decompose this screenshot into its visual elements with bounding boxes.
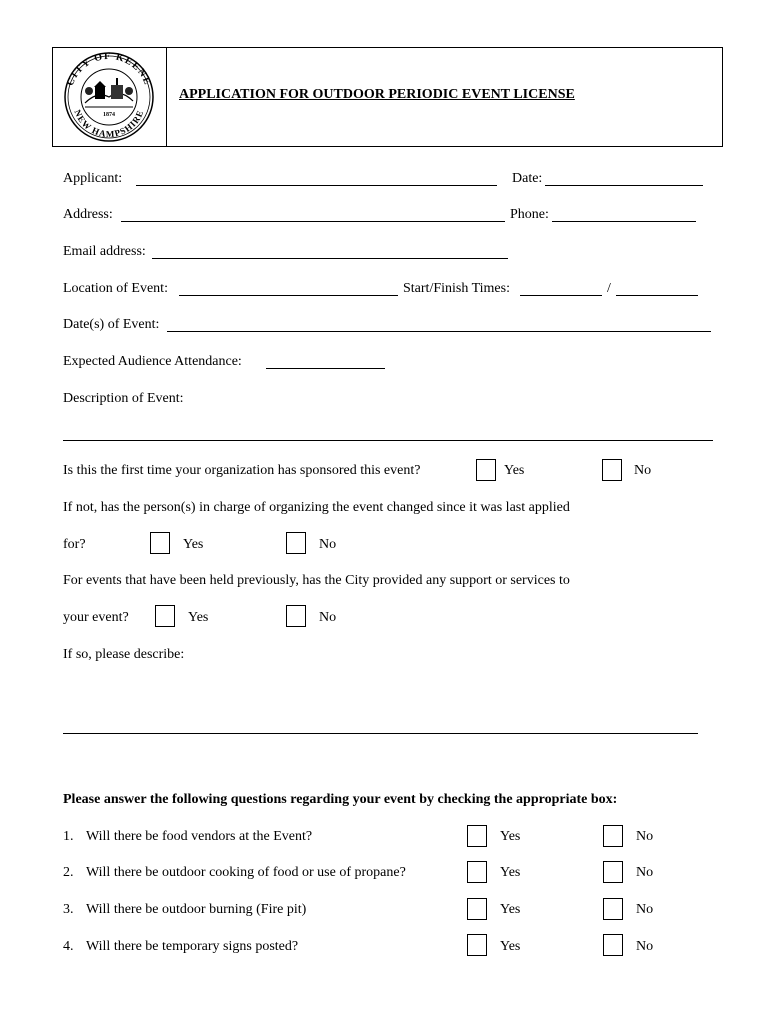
- date-label: Date:: [512, 171, 543, 186]
- checklist-item-text: Will there be temporary signs posted?: [86, 939, 299, 954]
- checklist-no-label: No: [636, 829, 654, 844]
- if-so-label: If so, please describe:: [63, 647, 185, 662]
- checklist-yes-label: Yes: [500, 939, 521, 954]
- checklist-heading: Please answer the following questions regarding your event by checking the appropriate box:: [63, 792, 618, 807]
- description-field[interactable]: [63, 440, 713, 441]
- phone-label: Phone:: [510, 207, 549, 222]
- support-no-label: No: [319, 610, 337, 625]
- changed-no-label: No: [319, 537, 337, 552]
- outdoor-burning-no-checkbox[interactable]: [603, 898, 623, 920]
- changed-no-checkbox[interactable]: [286, 532, 306, 554]
- temporary-signs-yes-checkbox[interactable]: [467, 934, 487, 956]
- checklist-item-text: Will there be outdoor cooking of food or use of propane?: [86, 865, 406, 880]
- checklist-item-text: Will there be outdoor burning (Fire pit): [86, 902, 307, 917]
- first-time-yes-label: Yes: [504, 463, 525, 478]
- checklist-item-number: 2.: [63, 865, 74, 880]
- date-field[interactable]: [545, 185, 703, 186]
- changed-question-line1: If not, has the person(s) in charge of organizing the event changed since it was last applied: [63, 500, 570, 515]
- times-separator: /: [607, 281, 611, 296]
- checklist-item-text: Will there be food vendors at the Event?: [86, 829, 313, 844]
- checklist-item-number: 1.: [63, 829, 74, 844]
- outdoor-burning-yes-checkbox[interactable]: [467, 898, 487, 920]
- checklist-item-number: 4.: [63, 939, 74, 954]
- checklist-no-label: No: [636, 939, 654, 954]
- food-vendors-no-checkbox[interactable]: [603, 825, 623, 847]
- food-vendors-yes-checkbox[interactable]: [467, 825, 487, 847]
- address-field[interactable]: [121, 221, 505, 222]
- first-time-no-label: No: [634, 463, 652, 478]
- checklist-yes-label: Yes: [500, 865, 521, 880]
- seal-top-text: CITY OF KEENE: [64, 51, 154, 88]
- changed-yes-checkbox[interactable]: [150, 532, 170, 554]
- finish-time-field[interactable]: [616, 295, 698, 296]
- dates-label: Date(s) of Event:: [63, 317, 160, 332]
- email-label: Email address:: [63, 244, 146, 259]
- outdoor-cooking-yes-checkbox[interactable]: [467, 861, 487, 883]
- support-yes-label: Yes: [188, 610, 209, 625]
- location-field[interactable]: [179, 295, 398, 296]
- changed-question-line2: for?: [63, 537, 86, 552]
- seal-bottom-text: NEW HAMPSHIRE: [72, 108, 146, 140]
- address-label: Address:: [63, 207, 113, 222]
- checklist-item-number: 3.: [63, 902, 74, 917]
- support-yes-checkbox[interactable]: [155, 605, 175, 627]
- times-label: Start/Finish Times:: [403, 281, 510, 296]
- header-box: [52, 47, 723, 147]
- support-question-line2: your event?: [63, 610, 129, 625]
- support-question-line1: For events that have been held previously, has the City provided any support or services to: [63, 573, 570, 588]
- first-time-no-checkbox[interactable]: [602, 459, 622, 481]
- location-label: Location of Event:: [63, 281, 168, 296]
- seal-cell: [53, 48, 167, 146]
- email-field[interactable]: [152, 258, 508, 259]
- outdoor-cooking-no-checkbox[interactable]: [603, 861, 623, 883]
- applicant-label: Applicant:: [63, 171, 123, 186]
- phone-field[interactable]: [552, 221, 696, 222]
- temporary-signs-no-checkbox[interactable]: [603, 934, 623, 956]
- checklist-yes-label: Yes: [500, 829, 521, 844]
- description-label: Description of Event:: [63, 391, 184, 406]
- checklist-no-label: No: [636, 865, 654, 880]
- if-so-description-field[interactable]: [63, 733, 698, 734]
- dates-field[interactable]: [167, 331, 711, 332]
- checklist-no-label: No: [636, 902, 654, 917]
- attendance-label: Expected Audience Attendance:: [63, 354, 242, 369]
- first-time-question: Is this the first time your organization has sponsored this event?: [63, 463, 421, 478]
- seal-year: 1874: [103, 112, 115, 118]
- city-seal-icon: [59, 51, 159, 143]
- first-time-yes-checkbox[interactable]: [476, 459, 496, 481]
- changed-yes-label: Yes: [183, 537, 204, 552]
- page-title: APPLICATION FOR OUTDOOR PERIODIC EVENT LICENSE: [179, 87, 575, 102]
- support-no-checkbox[interactable]: [286, 605, 306, 627]
- checklist-yes-label: Yes: [500, 902, 521, 917]
- applicant-field[interactable]: [136, 185, 497, 186]
- attendance-field[interactable]: [266, 368, 385, 369]
- start-time-field[interactable]: [520, 295, 602, 296]
